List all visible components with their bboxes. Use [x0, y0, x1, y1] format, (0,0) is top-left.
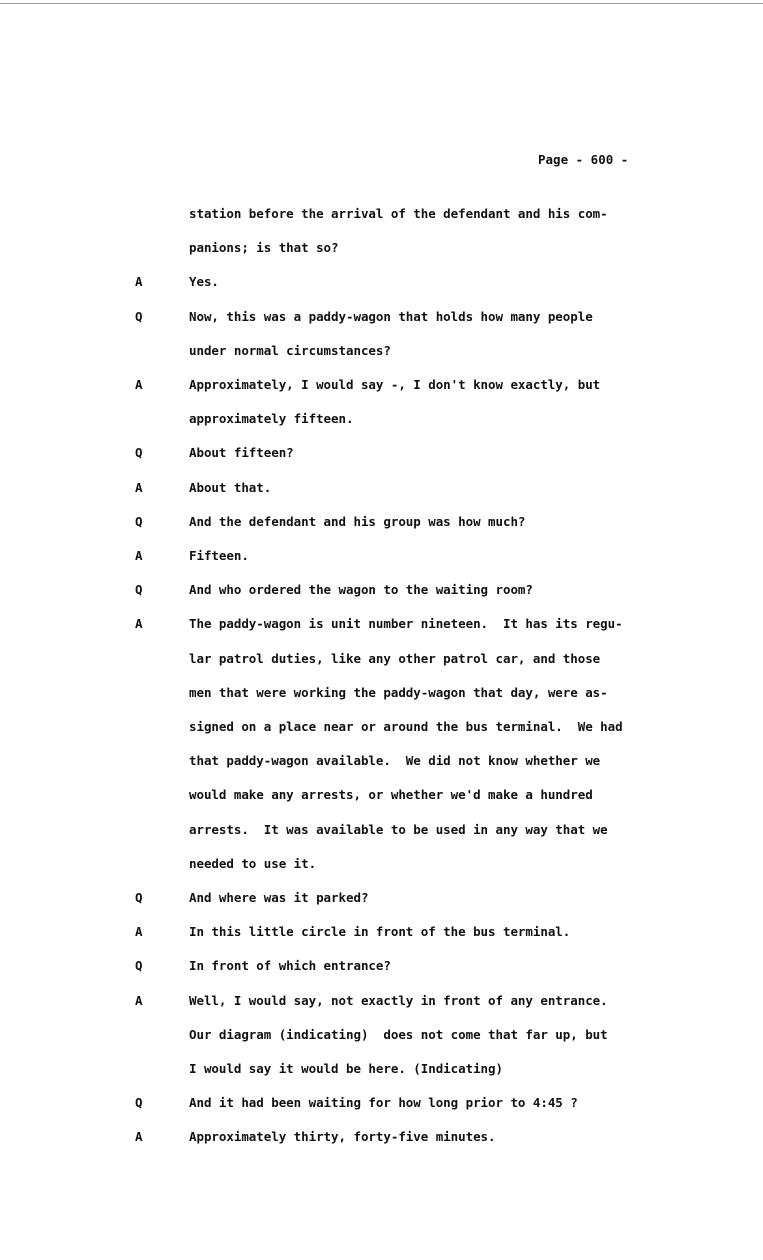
transcript-line [0, 343, 763, 363]
line-text: Approximately thirty, forty-five minutes. [189, 1129, 496, 1145]
speaker-label: A [135, 924, 143, 940]
transcript-line [0, 1095, 763, 1115]
speaker-label: A [135, 479, 143, 495]
line-text: lar patrol duties, like any other patrol car, and those [189, 650, 601, 666]
transcript-line [0, 993, 763, 1013]
line-text: signed on a place near or around the bus terminal. We had [189, 719, 623, 734]
speaker-label: Q [135, 308, 143, 324]
line-text: In this little circle in front of the bus terminal. [189, 924, 571, 940]
speaker-label: A [135, 377, 143, 392]
speaker-label: A [135, 274, 143, 290]
speaker-label: A [135, 548, 143, 563]
speaker-label: Q [135, 582, 143, 598]
line-text: And who ordered the wagon to the waiting room? [189, 582, 533, 598]
transcript-line [0, 651, 763, 671]
transcript-line [0, 206, 763, 226]
line-text: men that were working the paddy-wagon that day, were as- [189, 684, 608, 700]
transcript-line [0, 1129, 763, 1149]
speaker-label: A [135, 1129, 143, 1145]
transcript-line [0, 240, 763, 260]
line-text: The paddy-wagon is unit number nineteen. It has its regu- [189, 616, 623, 632]
line-text: Now, this was a paddy-wagon that holds how many people [189, 308, 593, 324]
transcript-line [0, 514, 763, 534]
transcript-line [0, 480, 763, 500]
transcript-line [0, 1027, 763, 1047]
page-number: Page - 600 - [538, 152, 629, 167]
line-text: would make any arrests, or whether we'd make a hundred [189, 787, 593, 803]
transcript-line [0, 411, 763, 431]
speaker-label: A [135, 992, 143, 1008]
line-text: And where was it parked? [189, 890, 369, 905]
transcript-line [0, 616, 763, 636]
line-text: In front of which entrance? [189, 958, 391, 974]
line-text: Fifteen. [189, 548, 249, 563]
line-text: I would say it would be here. (Indicating) [189, 1061, 503, 1076]
speaker-label: Q [135, 958, 143, 974]
transcript-line [0, 274, 763, 294]
transcript-line [0, 548, 763, 568]
line-text: Yes. [189, 274, 219, 290]
transcript-line [0, 890, 763, 910]
line-text: approximately fifteen. [189, 411, 354, 427]
speaker-label: Q [135, 445, 143, 461]
line-text: Approximately, I would say -, I don't know exactly, but [189, 377, 601, 392]
line-text: And it had been waiting for how long prior to 4:45 ? [189, 1095, 578, 1111]
transcript-line [0, 1061, 763, 1081]
transcript-line [0, 822, 763, 842]
line-text: Our diagram (indicating) does not come that far up, but [189, 1026, 608, 1042]
scan-edge-line [0, 3, 763, 4]
line-text: needed to use it. [189, 855, 317, 871]
speaker-label: Q [135, 1095, 143, 1111]
transcript-line [0, 753, 763, 773]
line-text: Well, I would say, not exactly in front of any entrance. [189, 992, 608, 1008]
speaker-label: A [135, 616, 143, 632]
line-text: About that. [189, 479, 272, 495]
transcript-line [0, 958, 763, 978]
transcript-line [0, 924, 763, 944]
line-text: About fifteen? [189, 445, 294, 461]
transcript-line [0, 856, 763, 876]
transcript-line [0, 685, 763, 705]
transcript-line [0, 787, 763, 807]
transcript-line [0, 445, 763, 465]
line-text: station before the arrival of the defendant and his com- [189, 206, 608, 221]
line-text: that paddy-wagon available. We did not know whether we [189, 753, 601, 769]
line-text: arrests. It was available to be used in any way that we [189, 821, 608, 837]
speaker-label: Q [135, 890, 143, 905]
transcript-line [0, 582, 763, 602]
line-text: under normal circumstances? [189, 342, 391, 358]
transcript-line [0, 719, 763, 739]
transcript-line [0, 377, 763, 397]
speaker-label: Q [135, 513, 143, 529]
line-text: And the defendant and his group was how much? [189, 513, 526, 529]
transcript-line [0, 309, 763, 329]
line-text: panions; is that so? [189, 240, 339, 256]
